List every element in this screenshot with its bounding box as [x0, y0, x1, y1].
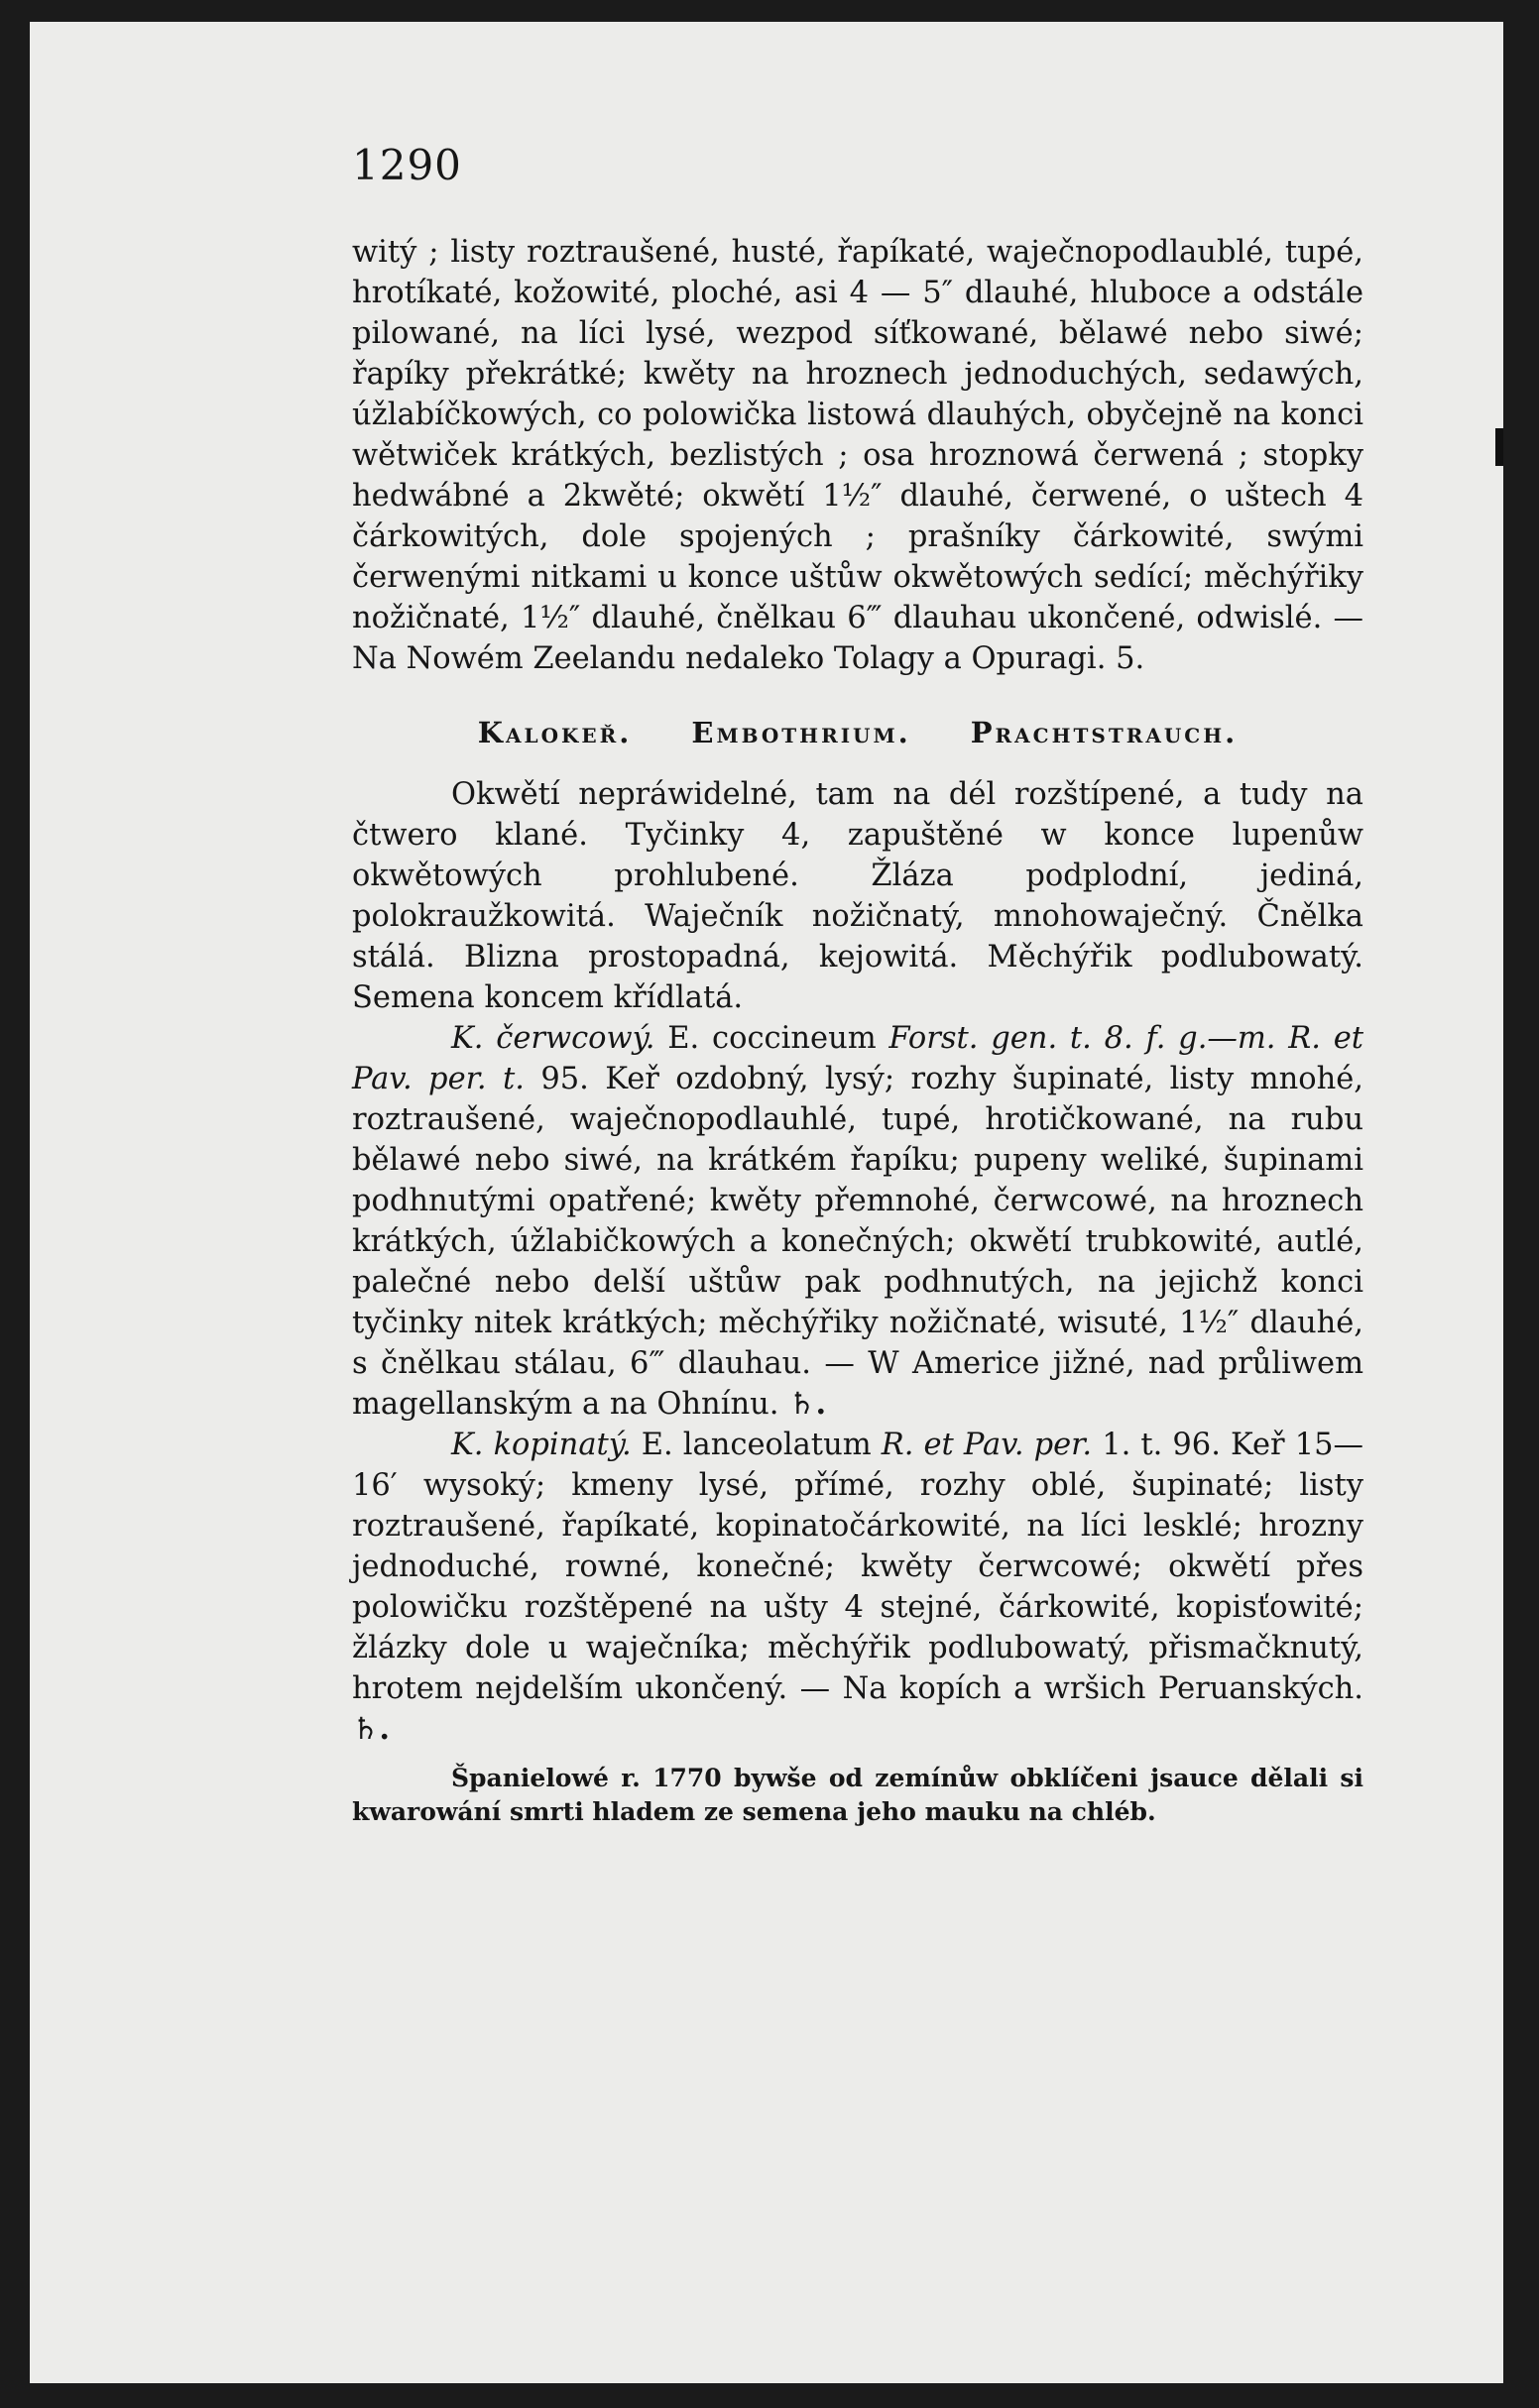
- shrub-symbol: ♄.: [788, 1386, 827, 1422]
- genus-name-czech: Kalokeř.: [477, 716, 633, 749]
- species-name-latin: E. lanceolatum: [641, 1428, 872, 1462]
- species-entry-lanceolatum: [352, 1425, 1363, 1750]
- footnote: Španielowé r. 1770 bywše od zemínůw obklíčeni jsauce dělali si kwarowání smrti hladem ze semena jeho mauku na chléb.: [352, 1764, 1363, 1826]
- genus-heading: [352, 713, 1363, 752]
- species-reference: R. et Pav. per.: [881, 1428, 1093, 1462]
- continuation-paragraph: witý ; listy roztraušené, husté, řapíkaté, waječnopodlaublé, tupé, hrotíkaté, kožowité, ploché, asi 4 — 5″ dlauhé, hluboce a odstále pilowané, na líci lysé, wezpod síťkowané, bělawé nebo siwé; řapíky překrátké; kwěty na hroznech jednoduchých, sedawých, úžlabíčkowých, co polowička listowá dlauhých, obyčejně na konci wětwiček krátkých, bezlistých ; osa hroznowá čerwená ; stopky hedwábné a 2kwěté; okwětí 1½″ dlauhé, čerwené, o uštech 4 čárkowitých, dole spojených ; prašníky čárkowité, swými čerwenými nitkami u konce uštůw okwětowých sedící; měchýřiky nožičnaté, 1½″ dlauhé, čnělkau 6‴ dlauhau ukončené, odwislé. — Na Nowém Zeelandu nedaleko Tolagy a Opuragi. 5.: [352, 235, 1363, 676]
- species-reference: Forst. gen. t. 8. f. g.—m. R. et Pav. per. t.: [352, 1021, 1364, 1096]
- species-description: Keř ozdobný, lysý; rozhy šupinaté, listy mnohé, roztraušené, waječnopodlauhlé, tupé, hrotičkowané, na rubu bělawé nebo siwé, na krátkém řapíku; pupeny weliké, šupinami podhnutými opatřené; kwěty přemnohé, čerwcowé, na hroznech krátkých, úžlabičkowých a konečných; okwětí trubkowité, autlé, palečné nebo delší uštůw pak podhnutých, na jejichž konci tyčinky nitek krátkých; měchýřiky nožičnaté, wisuté, 1½″ dlauhé, s čnělkau stálau, 6‴ dlauhau. — W Americe jižné, nad průliwem magellanským a na Ohnínu.: [352, 1062, 1363, 1422]
- species-reference-plate: 95.: [540, 1062, 589, 1096]
- genus-name-german: Prachtstrauch.: [970, 716, 1239, 749]
- book-page: [30, 22, 1503, 2383]
- text-block: [352, 141, 1363, 1829]
- shrub-symbol: ♄.: [352, 1711, 390, 1747]
- species-description: Keř 15—16′ wysoký; kmeny lysé, přímé, rozhy oblé, šupinaté; listy roztraušené, řapíkaté, kopinatočárkowité, na líci lesklé; hrozny jednoduché, rowné, konečné; kwěty čerwcowé; okwětí přes polowičku rozštěpené na ušty 4 stejné, čárkowité, kopisťowité; žlázky dole u waječníka; měchýřik podlubowatý, přismačknutý, hrotem nejdelším ukončený. — Na kopích a wršich Peruanských.: [352, 1428, 1364, 1706]
- species-entry-coccineum: [352, 1018, 1363, 1425]
- genus-name-latin: Embothrium.: [691, 716, 911, 749]
- page-number: 1290: [352, 141, 462, 189]
- genus-description: Okwětí nepráwidelné, tam na dél rozštípené, a tudy na čtwero klané. Tyčinky 4, zapuštěné w konce lupenůw okwětowých prohlubené. Žláza podplodní, jediná, polokraužkowitá. Waječník nožičnatý, mnohowaječný. Čnělka stálá. Blizna prostopadná, kejowitá. Měchýřik podlubowatý. Semena koncem křídlatá.: [352, 777, 1363, 1015]
- species-name-latin: E. coccineum: [667, 1021, 877, 1056]
- species-name-czech: K. čerwcowý.: [451, 1021, 655, 1056]
- species-reference-plate: 1. t. 96.: [1102, 1428, 1221, 1462]
- species-name-czech: K. kopinatý.: [451, 1428, 632, 1462]
- page-edge-mark: [1495, 428, 1503, 466]
